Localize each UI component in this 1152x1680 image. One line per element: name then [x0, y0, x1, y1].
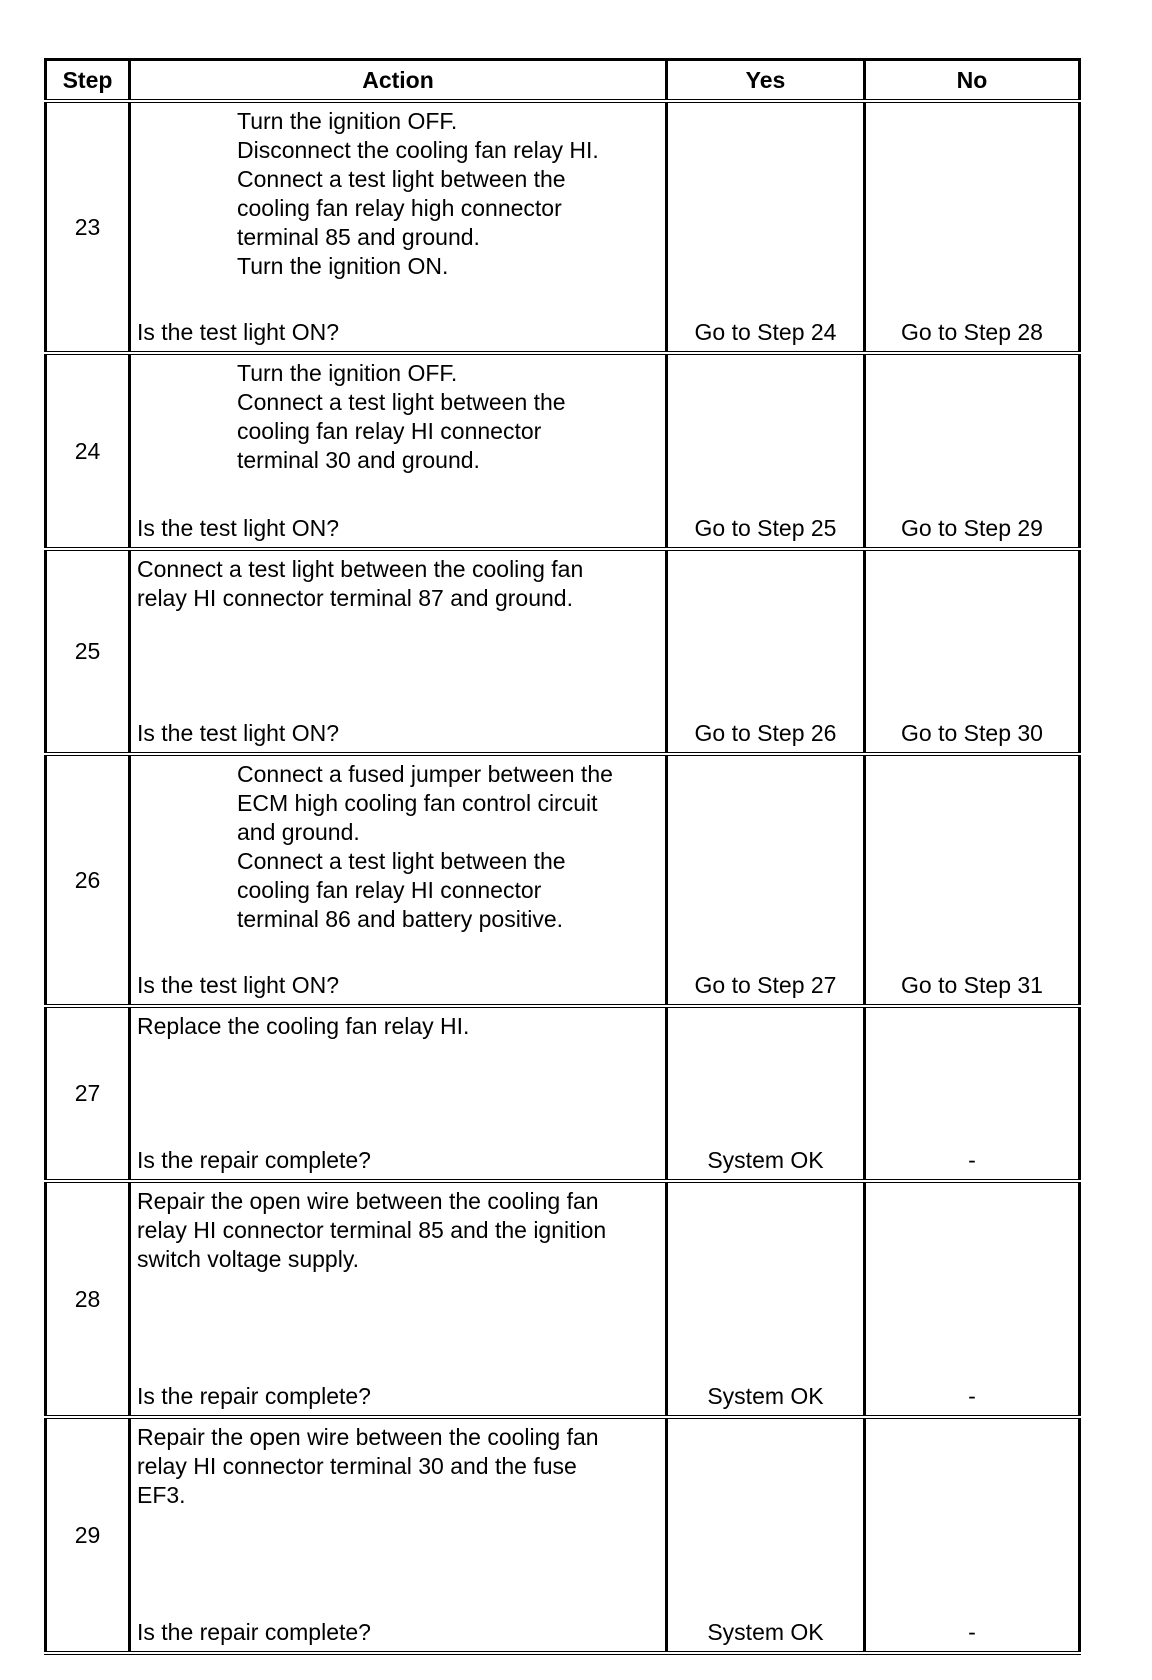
result-yes: System OK	[707, 1619, 824, 1645]
result-yes: Go to Step 24	[694, 319, 837, 345]
table-row	[46, 549, 1080, 754]
result-no-cell	[865, 1417, 1080, 1653]
action-line: Disconnect the cooling fan relay HI.	[237, 137, 599, 163]
action-cell	[130, 1006, 667, 1181]
result-yes: System OK	[707, 1147, 824, 1173]
action-cell	[130, 754, 667, 1006]
table-body	[46, 101, 1080, 1653]
action-line: and ground.	[237, 819, 360, 845]
action-cell	[130, 101, 667, 353]
action-line: Replace the cooling fan relay HI.	[137, 1013, 470, 1039]
header-action: Action	[130, 60, 667, 102]
action-question: Is the test light ON?	[137, 515, 339, 541]
result-yes: Go to Step 26	[694, 720, 837, 746]
action-question: Is the repair complete?	[137, 1619, 371, 1645]
result-no-cell	[865, 549, 1080, 754]
step-number: 25	[46, 549, 130, 754]
result-yes: Go to Step 25	[694, 515, 837, 541]
table-row	[46, 1417, 1080, 1653]
action-line: relay HI connector terminal 85 and the ignition	[137, 1217, 607, 1243]
result-no: -	[968, 1147, 976, 1173]
action-instructions	[131, 1183, 665, 1274]
action-line: Connect a test light between the	[237, 166, 566, 192]
result-yes-cell	[667, 1006, 865, 1181]
action-line: relay HI connector terminal 87 and ground.	[137, 585, 573, 611]
action-instructions	[131, 355, 665, 475]
action-line: cooling fan relay HI connector	[237, 418, 542, 444]
action-line: terminal 30 and ground.	[237, 447, 480, 473]
action-instructions	[131, 1419, 665, 1510]
table-row	[46, 754, 1080, 1006]
result-yes-cell	[667, 1181, 865, 1417]
step-number: 26	[46, 754, 130, 1006]
action-line: Turn the ignition OFF.	[237, 360, 458, 386]
action-cell	[130, 1417, 667, 1653]
header-no: No	[865, 60, 1080, 102]
action-question: Is the repair complete?	[137, 1383, 371, 1409]
result-no: Go to Step 28	[901, 319, 1043, 345]
result-no: -	[968, 1383, 976, 1409]
step-number: 28	[46, 1181, 130, 1417]
action-line: Repair the open wire between the cooling fan	[137, 1188, 599, 1214]
action-line: switch voltage supply.	[137, 1246, 360, 1272]
action-line: terminal 86 and battery positive.	[237, 906, 564, 932]
header-step: Step	[46, 60, 130, 102]
table-row	[46, 101, 1080, 353]
action-question: Is the test light ON?	[137, 720, 339, 746]
result-yes-cell	[667, 754, 865, 1006]
step-number: 29	[46, 1417, 130, 1653]
action-line: EF3.	[137, 1482, 186, 1508]
step-number: 27	[46, 1006, 130, 1181]
action-line: ECM high cooling fan control circuit	[237, 790, 598, 816]
action-line: relay HI connector terminal 30 and the fuse	[137, 1453, 577, 1479]
result-no-cell	[865, 1006, 1080, 1181]
result-no: Go to Step 29	[901, 515, 1043, 541]
action-cell	[130, 353, 667, 549]
action-line: Turn the ignition ON.	[237, 253, 449, 279]
result-no-cell	[865, 353, 1080, 549]
result-yes-cell	[667, 1417, 865, 1653]
action-question: Is the repair complete?	[137, 1147, 371, 1173]
action-instructions	[131, 756, 665, 934]
action-line: Turn the ignition OFF.	[237, 108, 458, 134]
action-instructions	[131, 1008, 665, 1041]
action-instructions	[131, 103, 665, 281]
action-line: Repair the open wire between the cooling fan	[137, 1424, 599, 1450]
result-yes-cell	[667, 101, 865, 353]
action-line: Connect a test light between the cooling fan	[137, 556, 584, 582]
action-line: Connect a test light between the	[237, 389, 566, 415]
result-no: Go to Step 30	[901, 720, 1043, 746]
result-no-cell	[865, 754, 1080, 1006]
step-number: 23	[46, 101, 130, 353]
action-question: Is the test light ON?	[137, 972, 339, 998]
action-question: Is the test light ON?	[137, 319, 339, 345]
header-yes: Yes	[667, 60, 865, 102]
result-yes-cell	[667, 353, 865, 549]
result-no: Go to Step 31	[901, 972, 1043, 998]
table-row	[46, 1181, 1080, 1417]
action-line: Connect a test light between the	[237, 848, 566, 874]
action-line: cooling fan relay high connector	[237, 195, 562, 221]
step-number: 24	[46, 353, 130, 549]
action-line: terminal 85 and ground.	[237, 224, 480, 250]
table-row	[46, 1006, 1080, 1181]
diagnostic-table-container	[44, 58, 1078, 1655]
result-no-cell	[865, 1181, 1080, 1417]
action-line: Connect a fused jumper between the	[237, 761, 613, 787]
result-yes: System OK	[707, 1383, 824, 1409]
action-instructions	[131, 551, 665, 613]
action-cell	[130, 549, 667, 754]
result-no-cell	[865, 101, 1080, 353]
result-yes-cell	[667, 549, 865, 754]
result-yes: Go to Step 27	[694, 972, 837, 998]
action-cell	[130, 1181, 667, 1417]
action-line: cooling fan relay HI connector	[237, 877, 542, 903]
table-row	[46, 353, 1080, 549]
diagnostic-table	[44, 58, 1081, 1655]
result-no: -	[968, 1619, 976, 1645]
header-row	[46, 60, 1080, 102]
